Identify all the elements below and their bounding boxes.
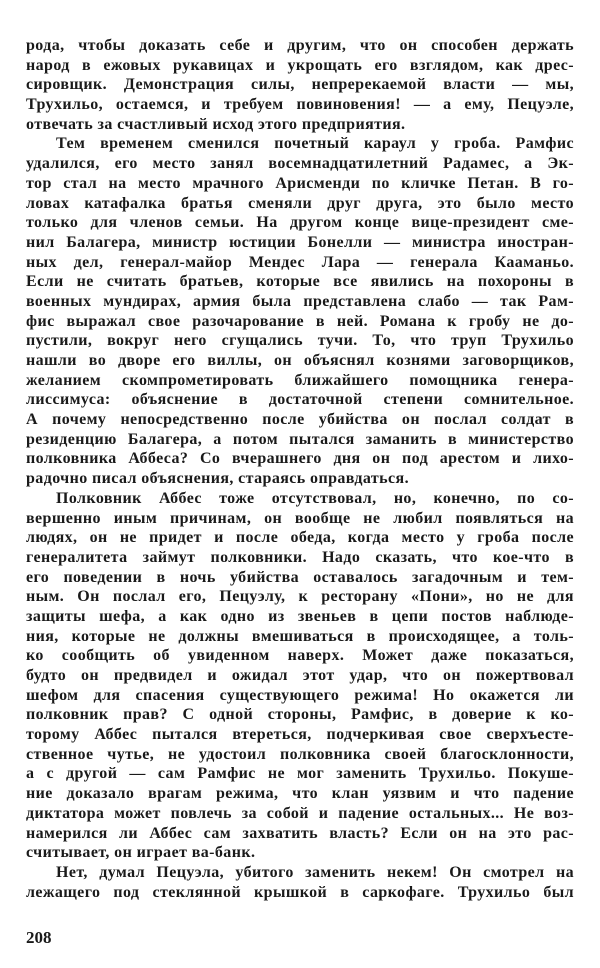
text-line: удалился, его место занял восемнадцатилетний Радамес, а Эк-	[26, 155, 574, 173]
text-line: желанием скомпрометировать ближайшего помощника генера-	[26, 371, 574, 389]
text-line: диктатора может повлечь за собой и падение остальных... Не воз-	[26, 804, 574, 822]
text-line: нил Балагера, министр юстиции Бонелли — министра иностран-	[26, 233, 574, 251]
text-line: пустили, вокруг него сгущались тучи. То, что труп Трухильо	[26, 332, 574, 350]
text-line: только для членов семьи. На другом конце вице-президент сме-	[26, 214, 574, 232]
paragraph	[26, 134, 574, 488]
text-line: намерился ли Аббес сам захватить власть? Если он на это рас-	[26, 824, 574, 842]
text-line: полковник прав? С одной стороны, Рамфис, в доверие к ко-	[26, 706, 574, 724]
text-line: Нет, думал Пецуэла, убитого заменить некем! Он смотрел на	[56, 863, 574, 881]
text-line: отвечать за счастливый исход этого предприятия.	[26, 115, 406, 133]
text-line: ко сообщить об увиденном наверх. Может даже показаться,	[26, 647, 574, 665]
text-line: генералитета займут полковники. Надо сказать, что кое-что в	[26, 548, 574, 566]
text-line: его поведении в ночь убийства оставалось загадочным и тем-	[26, 568, 574, 586]
text-line: ния, которые не должны вмешиваться в происходящее, а толь-	[26, 627, 574, 645]
text-line: Трухильо, остаемся, и требуем повиновения! — а ему, Пецуэле,	[26, 96, 574, 114]
text-line: сировщик. Демонстрация силы, непререкаемой власти — мы,	[26, 76, 574, 94]
text-line: радочно писал объяснения, стараясь оправдаться.	[26, 470, 409, 488]
text-line: Тем временем сменился почетный караул у гроба. Рамфис	[56, 135, 574, 153]
text-line: тор стал на место мрачного Арисменди по кличке Петан. В го-	[26, 174, 574, 192]
text-line: торому Аббес пытался втереться, подчеркивая свое сверхъесте-	[26, 726, 574, 744]
text-line: людях, он не придет и после обеда, когда место у гроба после	[26, 529, 574, 547]
text-line: А почему непосредственно после убийства он послал солдат в	[26, 411, 574, 429]
text-line: Если не считать братьев, которые все явились на похороны в	[26, 273, 574, 291]
text-line: нашли во дворе его виллы, он объяснял кознями заговорщиков,	[26, 352, 574, 369]
page-number: 208	[26, 928, 52, 947]
text-line: рода, чтобы доказать себе и другим, что он способен держать	[26, 37, 574, 54]
text-line: шефом для спасения существующего режима! Но окажется ли	[26, 686, 574, 704]
paragraph	[26, 863, 574, 902]
text-line: будто он предвидел и ожидал этот удар, что он пожертвовал	[26, 667, 574, 684]
text-line: защиты шефа, а как одно из звеньев в цепи постов наблюде-	[26, 607, 574, 625]
text-line: полковника Аббеса? Со вчерашнего дня он под арестом и лихо-	[26, 450, 574, 468]
text-line: народ в ежовых рукавицах и укрощать его взглядом, как дрес-	[26, 56, 574, 74]
text-line: ственное чутье, не удостоил полковника своей благосклонности,	[26, 745, 574, 763]
text-line: военных мундирах, армия была представлена слабо — так Рам-	[26, 292, 574, 310]
text-line: фис выражал свое разочарование в ней. Романа к гробу не до-	[26, 312, 574, 330]
text-line: ловах катафалка братья сменяли друг друга, это было место	[26, 194, 574, 212]
text-line: Полковник Аббес тоже отсутствовал, но, конечно, по со-	[56, 489, 574, 507]
text-line: вершенно иным причинам, он вообще не любил появляться на	[26, 509, 574, 527]
text-line: лежащего под стеклянной крышкой в саркофаге. Трухильо был	[26, 883, 574, 901]
page-body	[26, 36, 574, 902]
text-line: ных дел, генерал-майор Мендес Лара — генерала Кааманьо.	[26, 253, 574, 271]
paragraph	[26, 489, 574, 863]
text-line: ным. Он послал его, Пецуэлу, к ресторану «Пони», но не для	[26, 588, 574, 606]
text-line: считывает, он играет ва-банк.	[26, 844, 256, 862]
text-line: резиденцию Балагера, а потом пытался заманить в министерство	[26, 430, 574, 448]
text-line: лиссимуса: объяснение в достаточной степени сомнительное.	[26, 391, 574, 409]
text-line: а с другой — сам Рамфис не мог заменить Трухильо. Покуше-	[26, 765, 574, 783]
paragraph	[26, 36, 574, 134]
text-line: ние доказало врагам режима, что клан уязвим и что падение	[26, 785, 574, 803]
